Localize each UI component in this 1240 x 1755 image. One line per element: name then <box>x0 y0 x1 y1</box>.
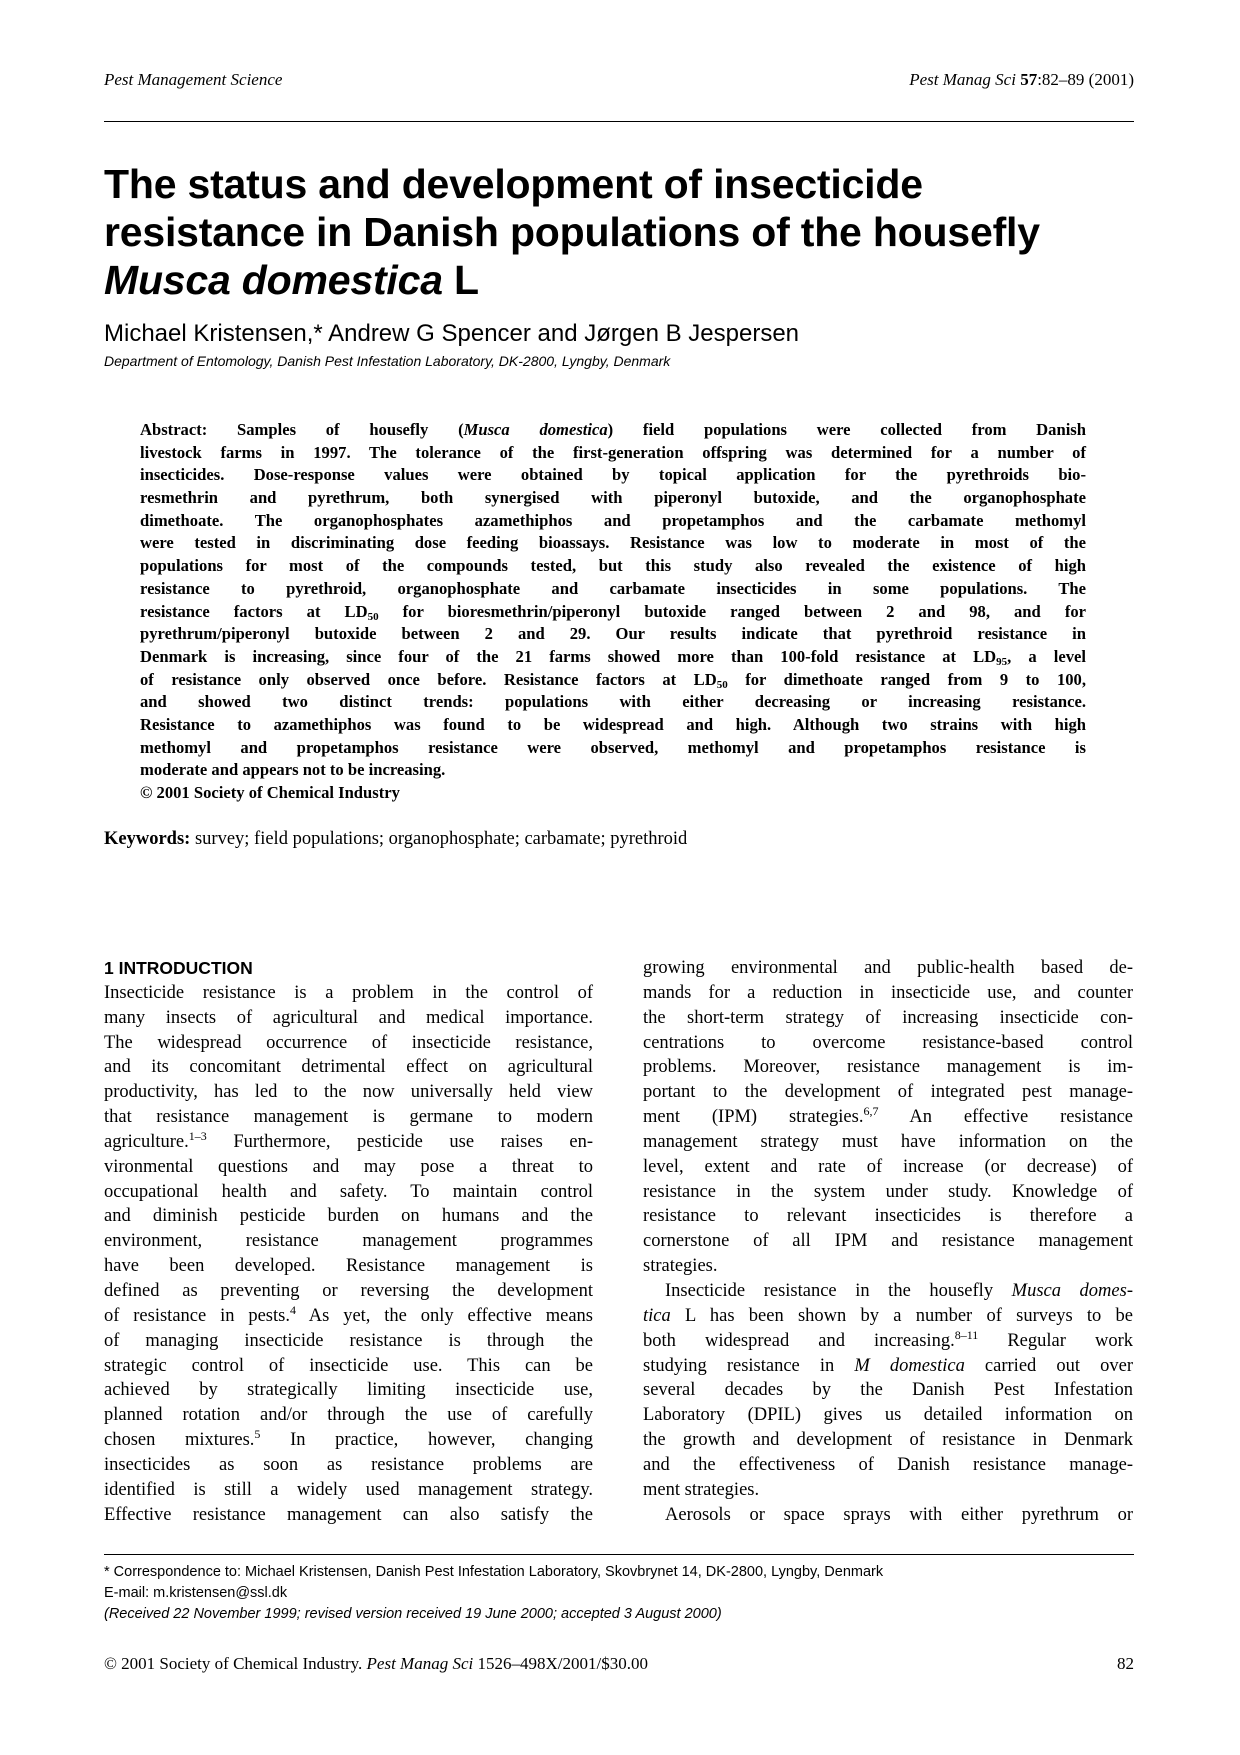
abstract-line: resistance factors at $LD_{50}$ for bioresmethrin/piperonyl butoxide ranged between 2 and 98, and for <box>140 601 1087 623</box>
text-line: strategic control of insecticide use. This can be <box>104 1355 593 1376</box>
title-line-3 <box>104 256 1144 304</box>
text-line: The widespread occurrence of insecticide resistance, <box>104 1032 593 1053</box>
citation-ref: 4 <box>289 1302 296 1317</box>
abstract-line: were tested in discriminating dose feeding bioassays. Resistance was low to moderate in most of the <box>140 533 1086 553</box>
text-line: the short-term strategy of increasing insecticide con- <box>643 1007 1133 1028</box>
text-line: resistance in the system under study. Knowledge of <box>643 1181 1133 1202</box>
text-line: both widespread and increasing.$^{8-11}$ Regular work <box>643 1327 1133 1351</box>
text-line: Insecticide resistance is a problem in the control of <box>104 982 593 1003</box>
text-line: portant to the development of integrated pest manage- <box>643 1082 1133 1103</box>
keywords <box>104 829 687 850</box>
text-line: defined as preventing or reversing the development <box>104 1280 593 1301</box>
keywords-text: survey; field populations; organophosphate; carbamate; pyrethroid <box>190 829 688 849</box>
text-line: resistance to relevant insecticides is therefore a <box>643 1206 1133 1227</box>
abstract-line: resmethrin and pyrethrum, both synergised with piperonyl butoxide, and the organophosphate <box>140 488 1086 508</box>
journal-citation <box>909 70 1134 90</box>
abstract-copyright: © 2001 Society of Chemical Industry <box>140 783 400 802</box>
text-line: and its concomitant detrimental effect on agricultural <box>104 1057 593 1078</box>
body-column-left <box>104 956 593 1527</box>
abstract-line: pyrethrum/piperonyl butoxide between 2 and 29. Our results indicate that pyrethroid resistance in <box>140 624 1086 644</box>
text-line: Effective resistance management can also satisfy the <box>104 1504 593 1525</box>
footnote-rule <box>104 1554 1134 1555</box>
abstract-line: of resistance only observed once before. Resistance factors at $LD_{50}$ for dimethoate ranged from 9 to 100, <box>140 669 1087 691</box>
text-line: tica L has been shown by a number of surveys to be <box>643 1305 1133 1326</box>
text-line: of resistance in pests.$^4$ As yet, the only effective means <box>104 1302 593 1326</box>
text-line: problems. Moreover, resistance management is im- <box>643 1057 1133 1078</box>
section-heading: 1 INTRODUCTION <box>104 958 253 978</box>
text-line: level, extent and rate of increase (or decrease) of <box>643 1156 1133 1177</box>
text-line: the growth and development of resistance in Denmark <box>643 1430 1133 1451</box>
abstract-line: resistance to pyrethroid, organophosphate and carbamate insecticides in some populations. The <box>140 578 1086 598</box>
abstract-line: moderate and appears not to be increasing. <box>140 760 446 780</box>
text-line: ment strategies. <box>643 1479 760 1500</box>
text-line: environment, resistance management programmes <box>104 1231 593 1252</box>
abstract-line: Abstract: Samples of housefly (Musca domestica) field populations were collected from Danish <box>140 420 1086 439</box>
text-line: productivity, has led to the now universally held view <box>104 1082 593 1103</box>
title-species: Musca domestica <box>104 257 443 303</box>
abstract-line: insecticides. Dose-response values were obtained by topical application for the pyrethroids bio- <box>140 465 1086 485</box>
abstract <box>140 419 1086 805</box>
title-species-author: L <box>442 257 479 303</box>
citation-pages: :82–89 (2001) <box>1037 70 1134 89</box>
keywords-label: Keywords: <box>104 829 191 849</box>
text-line: several decades by the Danish Pest Infestation <box>643 1380 1133 1401</box>
abstract-line: livestock farms in 1997. The tolerance of the first-generation offspring was determined for a number of <box>140 442 1086 462</box>
body-column-right <box>643 956 1133 1527</box>
abstract-line: and showed two distinct trends: populations with either decreasing or increasing resistance. <box>140 692 1086 712</box>
text-line: ment (IPM) strategies.$^{6,7}$ An effective resistance <box>643 1104 1133 1128</box>
text-line: that resistance management is germane to modern <box>104 1107 593 1128</box>
citation-ref: 5 <box>254 1427 261 1442</box>
text-line: Laboratory (DPIL) gives us detailed information on <box>643 1405 1133 1426</box>
citation-journal: Pest Manag Sci <box>909 70 1016 89</box>
header-rule <box>104 121 1134 122</box>
abstract-line: dimethoate. The organophosphates azamethiphos and propetamphos and the carbamate methomyl <box>140 510 1086 530</box>
text-line: and the effectiveness of Danish resistance manage- <box>643 1454 1133 1475</box>
text-line: strategies. <box>643 1256 718 1277</box>
abstract-line: Denmark is increasing, since four of the 21 farms showed more than 100-fold resistance at $LD_{95}$, a level <box>140 646 1086 668</box>
text-line: growing environmental and public-health based de- <box>643 958 1133 978</box>
citation-ref: 8–11 <box>954 1327 979 1342</box>
correspondence-note: * Correspondence to: Michael Kristensen, Danish Pest Infestation Laboratory, Skovbrynet 14, DK-2800, Lyngby, Denmark <box>104 1564 884 1580</box>
abstract-line: methomyl and propetamphos resistance were observed, methomyl and propetamphos resistance is <box>140 737 1086 757</box>
author-list: Michael Kristensen,* Andrew G Spencer and Jørgen B Jespersen <box>104 320 800 347</box>
footnotes <box>104 1562 1134 1625</box>
text-line: cornerstone of all IPM and resistance management <box>643 1231 1133 1252</box>
text-line: Insecticide resistance in the housefly Musca domes- <box>665 1280 1133 1301</box>
article-title <box>104 160 1144 304</box>
abstract-line: populations for most of the compounds tested, but this study also revealed the existence of high <box>140 556 1086 576</box>
text-line: occupational health and safety. To maintain control <box>104 1181 593 1202</box>
citation-ref: 1–3 <box>188 1128 207 1143</box>
text-line: mands for a reduction in insecticide use, and counter <box>643 982 1133 1003</box>
text-line: planned rotation and/or through the use of carefully <box>104 1405 593 1426</box>
text-line: and diminish pesticide burden on humans and the <box>104 1206 593 1227</box>
text-line: of managing insecticide resistance is through the <box>104 1330 593 1351</box>
email-note: E-mail: m.kristensen@ssl.dk <box>104 1585 288 1601</box>
text-line: vironmental questions and may pose a threat to <box>104 1156 593 1177</box>
text-line: centrations to overcome resistance-based control <box>643 1032 1133 1053</box>
title-line-2: resistance in Danish populations of the housefly <box>104 209 1040 255</box>
text-line: Aerosols or space sprays with either pyrethrum or <box>665 1504 1133 1525</box>
text-line: studying resistance in M domestica carried out over <box>643 1355 1133 1376</box>
text-line: insecticides as soon as resistance problems are <box>104 1454 593 1475</box>
abstract-line: Resistance to azamethiphos was found to be widespread and high. Although two strains with high <box>140 714 1086 734</box>
received-dates: (Received 22 November 1999; revised version received 19 June 2000; accepted 3 August 2000) <box>104 1606 722 1622</box>
text-line: identified is still a widely used management strategy. <box>104 1479 593 1500</box>
text-line: management strategy must have information on the <box>643 1131 1133 1152</box>
citation-volume: 57 <box>1020 70 1038 89</box>
text-line: chosen mixtures.$^5$ In practice, however, changing <box>104 1427 593 1451</box>
journal-name: Pest Management Science <box>104 70 283 89</box>
title-line-1: The status and development of insecticide <box>104 161 923 207</box>
text-line: agriculture.$^{1-3}$ Furthermore, pesticide use raises en- <box>104 1128 593 1152</box>
text-line: achieved by strategically limiting insecticide use, <box>104 1380 593 1401</box>
affiliation: Department of Entomology, Danish Pest Infestation Laboratory, DK-2800, Lyngby, Denmark <box>104 353 671 369</box>
footer-copyright: © 2001 Society of Chemical Industry. Pest Manag Sci 1526–498X/2001/$30.00 <box>104 1654 648 1673</box>
text-line: many insects of agricultural and medical importance. <box>104 1007 593 1028</box>
page-number: 82 <box>1117 1654 1134 1673</box>
text-line: have been developed. Resistance management is <box>104 1256 593 1277</box>
citation-ref: 6,7 <box>863 1104 879 1119</box>
